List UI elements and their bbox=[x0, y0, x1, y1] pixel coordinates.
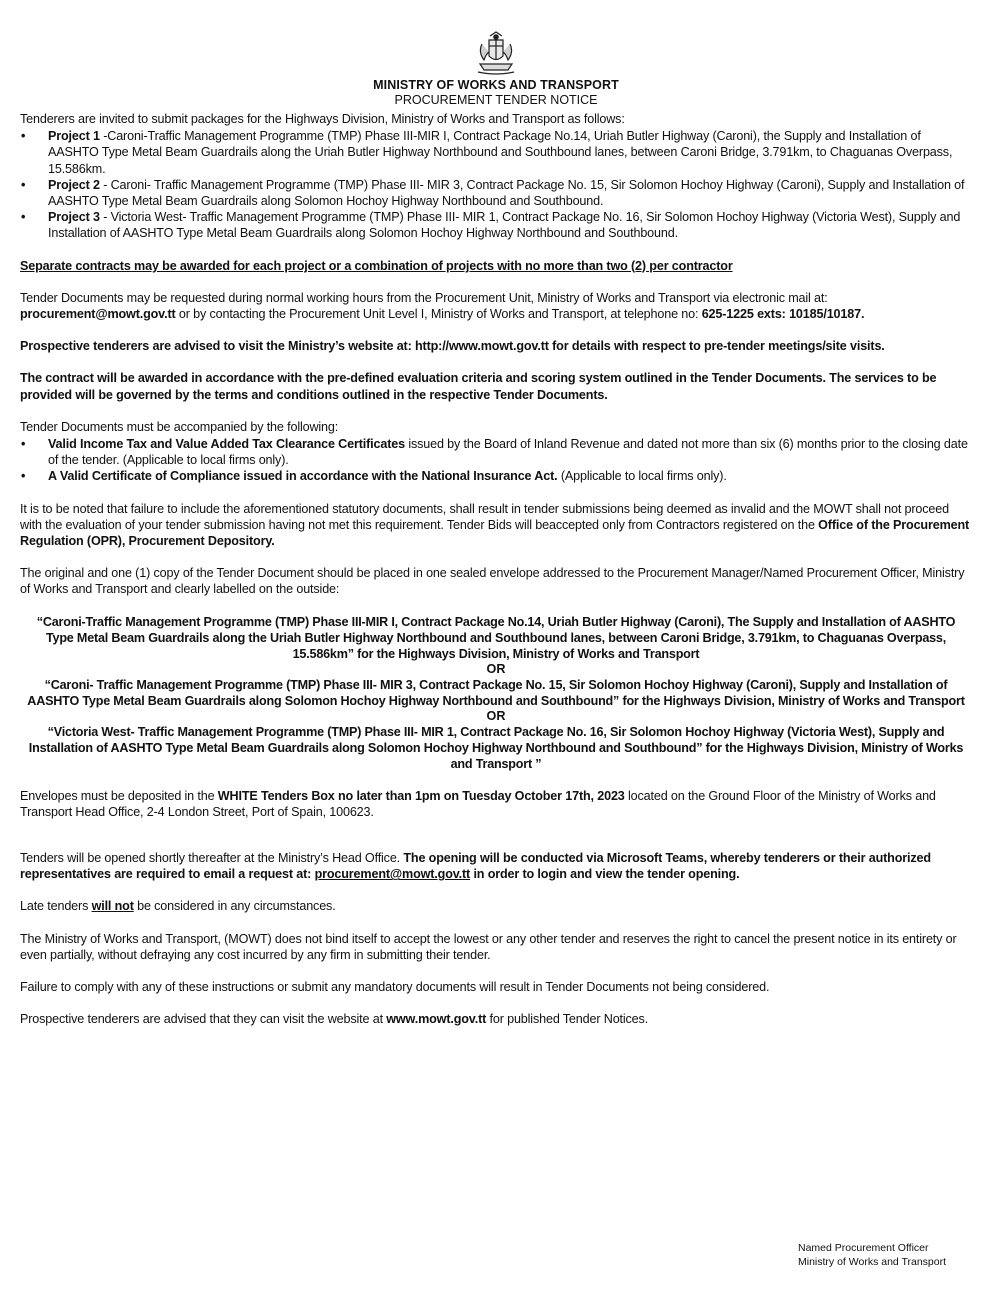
coat-of-arms-icon bbox=[472, 30, 520, 76]
deposit-paragraph bbox=[20, 788, 972, 820]
request-text: or by contacting the Procurement Unit Level I, Ministry of Works and Transport, at telephone no: bbox=[175, 307, 702, 322]
deposit-text: located on the Ground Floor of the Ministry of Works and Transport Head Office, 2-4 London Street, Port of Spain, 100623. bbox=[20, 788, 936, 819]
list-item bbox=[20, 128, 972, 177]
required-documents-list bbox=[20, 436, 972, 485]
intro-text: Tenderers are invited to submit packages for the Highways Division, Ministry of Works and Transport as follows: bbox=[20, 112, 625, 126]
opening-bold: The opening will be conducted via Microsoft Teams, whereby tenderers or their authorized representatives are required to email a request at: bbox=[20, 851, 931, 882]
failure-comply: Failure to comply with any of these instructions or submit any mandatory documents will result in Tender Documents not being considered. bbox=[20, 980, 770, 995]
late-text: be considered in any circumstances. bbox=[133, 899, 336, 914]
document-text: issued by the Board of Inland Revenue and dated not more than six (6) months prior to the closing date of the tender. (Applicable to local firms only). bbox=[48, 437, 968, 468]
bullet-icon: • bbox=[21, 177, 26, 192]
envelope-label-3: “Victoria West- Traffic Management Programme (TMP) Phase III- MIR 1, Contract Package No. 16, Sir Solomon Hochoy Highway (Victoria West), Supply and Installation of AASHTO Type Metal Beam Guardrails along Solomon Hochoy Highway Northbound and Southbound” for the Highways Division, Ministry of Works and Transport ” bbox=[28, 724, 964, 771]
project-text: - Victoria West- Traffic Management Programme (TMP) Phase III- MIR 1, Contract Package No. 16, Sir Solomon Hochoy Highway (Victoria West), Supply and Installation of AASHTO Type Metal Beam Guardrails along Solomon Hochoy Highway Northbound and Southbound. bbox=[48, 210, 961, 241]
request-text: Tender Documents may be requested during normal working hours from the Procurement Unit, Ministry of Works and Transport via electronic mail at: bbox=[20, 290, 828, 305]
ministry-title: MINISTRY OF WORKS AND TRANSPORT bbox=[373, 78, 619, 92]
opr-depository: Office of the Procurement Regulation (OPR), Procurement Depository. bbox=[20, 517, 970, 549]
or-separator: OR bbox=[486, 661, 506, 676]
bullet-icon: • bbox=[21, 129, 26, 144]
project-label: Project 1 bbox=[48, 129, 100, 144]
deposit-text: Envelopes must be deposited in the bbox=[20, 788, 218, 803]
bullet-icon: • bbox=[21, 469, 26, 484]
request-paragraph bbox=[20, 290, 972, 322]
opening-paragraph bbox=[20, 850, 972, 882]
deadline: WHITE Tenders Box no later than 1pm on Tuesday October 17th, 2023 bbox=[217, 788, 625, 803]
phone-number: 625-1225 exts: 10185/10187. bbox=[701, 307, 865, 322]
project-label: Project 3 bbox=[48, 210, 100, 225]
signature-block bbox=[798, 1241, 946, 1269]
project-label: Project 2 bbox=[48, 177, 100, 192]
list-item bbox=[20, 209, 972, 241]
notices-text: for published Tender Notices. bbox=[486, 1012, 649, 1027]
envelope-label-1: “Caroni-Traffic Management Programme (TMP) Phase III-MIR I, Contract Package No.14, Uriah Butler Highway (Caroni), The Supply and Installation of AASHTO Type Metal Beam Guardrails along the Uriah Butler Highway Northbound and Southbound lanes, between Caroni Bridge, 3.791km, to Chaguanas Overpass, 15.586km” for the Highways Division, Ministry of Works and Transport bbox=[36, 614, 956, 661]
project-text: -Caroni-Traffic Management Programme (TMP) Phase III-MIR I, Contract Package No.14, Uriah Butler Highway (Caroni), the Supply and Installation of AASHTO Type Metal Beam Guardrails along the Uriah Butler Highway Northbound and Southbound lanes, between Caroni Bridge, 3.791km, to Chaguanas Overpass, 15.586km. bbox=[48, 129, 953, 176]
signature-title: Named Procurement Officer bbox=[798, 1242, 929, 1254]
failure-text: It is to be noted that failure to include the aforementioned statutory documents, shall result in tender submissions being deemed as invalid and the MOWT shall not proceed with the evaluation of your tender submission having not met this requirement. Tender Bids will beaccepted only from Contractors registered on the bbox=[20, 501, 949, 532]
document-text: (Applicable to local firms only). bbox=[557, 469, 727, 484]
website-link[interactable]: www.mowt.gov.tt bbox=[386, 1012, 487, 1027]
separate-contracts-note: Separate contracts may be awarded for each project or a combination of projects with no more than two (2) per contractor bbox=[20, 258, 733, 273]
document-name: Valid Income Tax and Value Added Tax Clearance Certificates bbox=[48, 437, 405, 452]
project-list bbox=[20, 128, 972, 241]
or-separator: OR bbox=[486, 708, 506, 723]
failure-note bbox=[20, 501, 972, 550]
published-notices bbox=[20, 1011, 972, 1027]
opening-text: Tenders will be opened shortly thereafter at the Ministry’s Head Office. bbox=[20, 851, 404, 866]
project-text: - Caroni- Traffic Management Programme (TMP) Phase III- MIR 3, Contract Package No. 15, Sir Solomon Hochoy Highway (Caroni), Supply and Installation of AASHTO Type Metal Beam Guardrails along Solomon Hochoy Highway Northbound and Southbound. bbox=[48, 177, 965, 209]
list-item bbox=[20, 436, 972, 468]
bullet-icon: • bbox=[21, 210, 26, 225]
list-item bbox=[20, 177, 972, 209]
envelope-label-2: “Caroni- Traffic Management Programme (TMP) Phase III- MIR 3, Contract Package No. 15, Sir Solomon Hochoy Highway (Caroni), Supply and Installation of AASHTO Type Metal Beam Guardrails along Solomon Hochoy Highway Northbound and Southbound” for the Highways Division, Ministry of Works and Transport bbox=[27, 677, 965, 708]
bullet-icon: • bbox=[21, 437, 26, 452]
notices-text: Prospective tenderers are advised that they can visit the website at bbox=[20, 1012, 387, 1027]
will-not: will not bbox=[91, 899, 134, 914]
accompanied-intro: Tender Documents must be accompanied by the following: bbox=[20, 419, 339, 434]
list-item bbox=[20, 468, 972, 484]
procurement-email-link[interactable]: procurement@mowt.gov.tt bbox=[20, 307, 176, 322]
signature-ministry: Ministry of Works and Transport bbox=[798, 1256, 947, 1268]
late-text: Late tenders bbox=[20, 899, 92, 914]
document-name: A Valid Certificate of Compliance issued in accordance with the National Insurance Act. bbox=[48, 469, 558, 484]
opening-email-link[interactable]: procurement@mowt.gov.tt bbox=[314, 867, 471, 882]
opening-bold: in order to login and view the tender opening. bbox=[470, 867, 740, 882]
award-paragraph: The contract will be awarded in accordance with the pre-defined evaluation criteria and scoring system outlined in the Tender Documents. The services to be provided will be governed by the terms and conditions outlined in the respective Tender Documents. bbox=[20, 371, 937, 402]
late-tenders bbox=[20, 898, 972, 914]
website-advice: Prospective tenderers are advised to visit the Ministry’s website at: http://www.mowt.gov.tt for details with respect to pre-tender meetings/site visits. bbox=[20, 339, 885, 354]
bind-clause: The Ministry of Works and Transport, (MOWT) does not bind itself to accept the lowest or any other tender and reserves the right to cancel the present notice in its entirety or even partially, without defraying any cost incurred by any firm in submitting their tender. bbox=[20, 931, 957, 962]
envelope-intro: The original and one (1) copy of the Tender Document should be placed in one sealed envelope addressed to the Procurement Manager/Named Procurement Officer, Ministry of Works and Transport and clearly labelled on the outside: bbox=[20, 566, 965, 597]
notice-subtitle: PROCUREMENT TENDER NOTICE bbox=[394, 93, 598, 107]
